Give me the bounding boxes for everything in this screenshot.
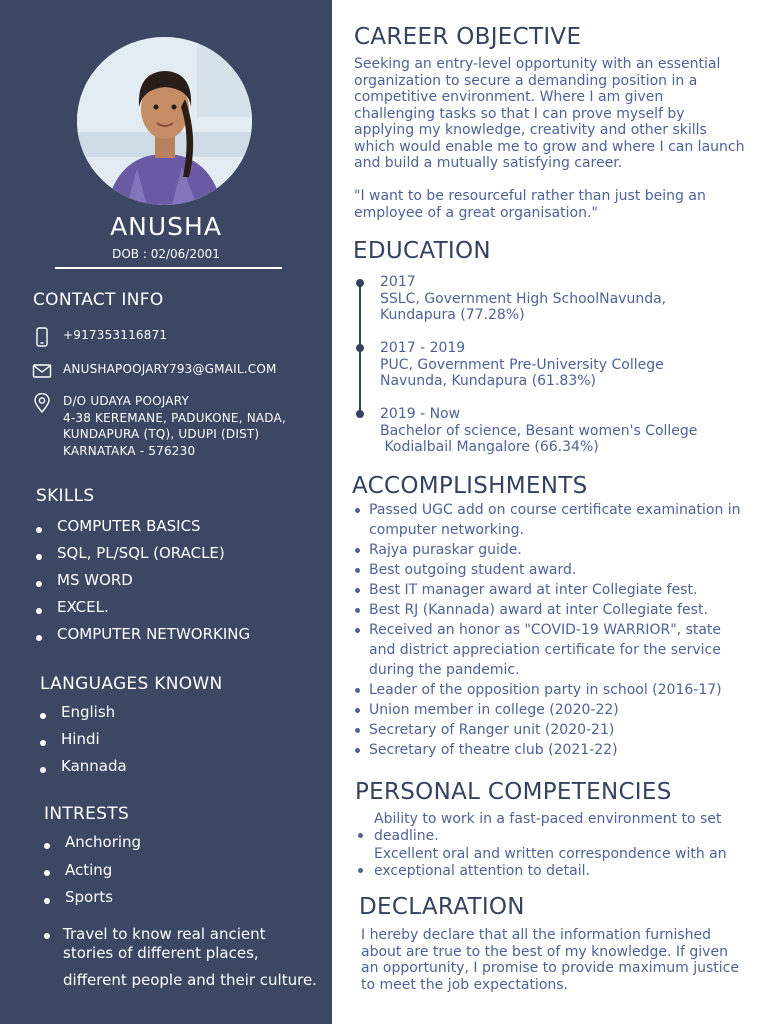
address-line: D/O UDAYA POOJARY [63,394,190,408]
contact-phone [32,327,167,347]
skills-list [36,516,250,651]
bullet-dot [44,933,50,939]
competencies-list [357,811,727,881]
contact-email [32,361,277,381]
languages-heading: LANGUAGES KNOWN [40,674,223,694]
skill-item: EXCEL. [36,597,250,624]
interests-heading: INTRESTS [44,804,130,824]
mail-icon [32,361,52,381]
skill-item: COMPUTER BASICS [36,516,250,543]
accomplishment-item: Best RJ (Kannada) award at inter Collegiate fest. [353,600,741,620]
education-item [380,406,697,456]
education-institution: SSLC, Government High SchoolNavunda, [380,290,667,307]
profile-photo [77,37,252,205]
education-period: 2019 - Now [380,406,461,422]
interest-item: Sports [44,887,141,915]
objective-text: Seeking an entry-level opportunity with an essential organization to secure a demanding position in a competitive environment. Where I am given challenging tasks so that I can prove myself by applying my knowledge, creativity and other skills which would enable me to grow and where I can launch and build a mutually satisfying career. [354,56,745,171]
skill-item: SQL, PL/SQL (ORACLE) [36,543,250,570]
language-item: English [40,702,127,729]
education-institution: PUC, Government Pre-University College [380,356,664,373]
sidebar [0,0,332,1024]
competency-item: Ability to work in a fast-paced environment to set deadline. [357,811,727,844]
phone-icon [32,327,52,347]
objective-quote: "I want to be resourceful rather than just being an employee of a great organisation." [354,188,706,221]
education-location-score: Navunda, Kundapura (61.83%) [380,373,596,389]
education-location-score: Kundapura (77.28%) [380,307,525,323]
skill-item: MS WORD [36,570,250,597]
timeline-dot [356,279,364,287]
travel-line: different people and their culture. [63,971,317,989]
email-address[interactable]: ANUSHAPOOJARY793@GMAIL.COM [63,362,277,376]
accomplishment-item: Best outgoing student award. [353,560,741,580]
accomplishment-item: Rajya puraskar guide. [353,540,741,560]
education-period: 2017 [380,274,416,290]
accomplishments-list [353,500,741,760]
interest-item: Anchoring [44,832,141,860]
accomplishment-item: Passed UGC add on course certificate examination in computer networking. [353,500,741,540]
phone-number[interactable]: +917353116871 [63,328,168,342]
contact-address [32,393,286,459]
travel-line: stories of different places, [63,944,259,962]
interest-item-travel [44,925,329,990]
education-item [380,340,664,390]
accomplishment-item: Union member in college (2020-22) [353,700,741,720]
accomplishment-item: Leader of the opposition party in school (2016-17) [353,680,741,700]
interests-list [44,832,141,915]
skills-heading: SKILLS [36,486,95,506]
timeline-dot [356,410,364,418]
declaration-text: I hereby declare that all the information furnished about are true to the best of my knowledge. If given an opportunity, I promise to provide maximum justice to meet the job expectations. [361,927,739,993]
skill-item: COMPUTER NETWORKING [36,624,250,651]
full-name: ANUSHA [110,212,222,241]
declaration-heading: DECLARATION [359,894,525,920]
education-item [380,274,666,324]
name-divider [55,267,282,269]
date-of-birth: DOB : 02/06/2001 [112,247,220,261]
timeline-dot [356,344,364,352]
address-line: KARNATAKA - 576230 [63,443,196,458]
language-item: Hindi [40,729,127,756]
education-institution: Bachelor of science, Besant women's College [380,422,698,439]
accomplishment-item: Secretary of theatre club (2021-22) [353,740,741,760]
education-location-score: Kodialbail Mangalore (66.34%) [380,439,599,455]
language-item: Kannada [40,756,127,783]
accomplishment-item: Received an honor as "COVID-19 WARRIOR", state and district appreciation certificate for the service during the pandemic. [353,620,741,680]
location-pin-icon [32,393,52,413]
competency-item: Excellent oral and written correspondence with an exceptional attention to detail. [357,846,727,879]
interest-item: Acting [44,860,141,888]
accomplishments-heading: ACCOMPLISHMENTS [352,473,588,499]
accomplishment-item: Secretary of Ranger unit (2020-21) [353,720,741,740]
competencies-heading: PERSONAL COMPETENCIES [355,779,672,805]
address-line: KUNDAPURA (TQ), UDUPI (DIST) [63,427,260,441]
travel-line: Travel to know real ancient [63,925,266,943]
languages-list [40,702,127,783]
address-text [63,393,286,459]
education-period: 2017 - 2019 [380,340,466,356]
objective-heading: CAREER OBJECTIVE [354,24,582,50]
accomplishment-item: Best IT manager award at inter Collegiate fest. [353,580,741,600]
education-heading: EDUCATION [353,238,491,264]
address-line: 4-38 KEREMANE, PADUKONE, NADA, [63,410,286,425]
contact-heading: CONTACT INFO [33,290,164,310]
